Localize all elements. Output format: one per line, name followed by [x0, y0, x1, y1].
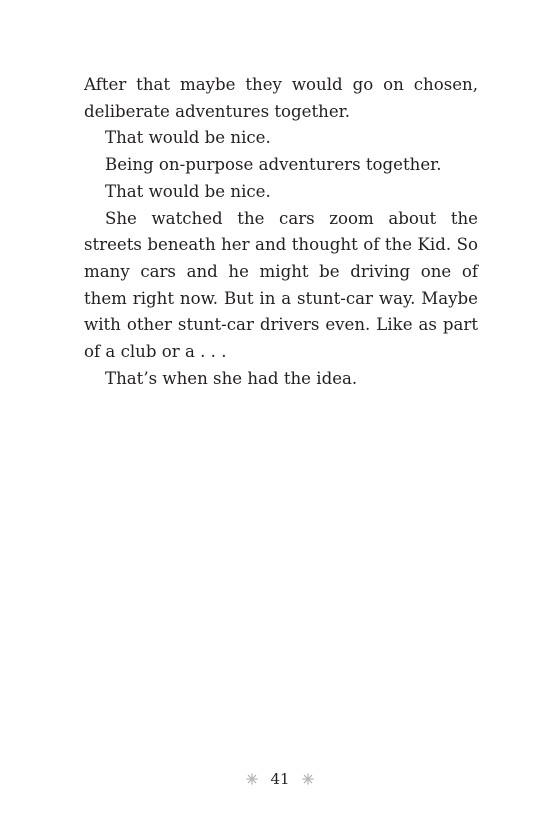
body-text	[84, 72, 478, 392]
paragraph: That would be nice.	[105, 128, 271, 148]
paragraph: Being on-purpose adventurers together.	[105, 155, 442, 175]
page-number: 41	[270, 770, 290, 788]
asterisk-star-icon	[302, 773, 314, 785]
paragraph: She watched the cars zoom about the streets beneath her and thought of the Kid. So many cars and he might be driving one of them right now. But in a stunt-car way. Maybe with other stunt-car drivers even. Like as part of a club or a . . .	[84, 208, 478, 362]
page-footer	[0, 768, 560, 790]
asterisk-star-icon	[246, 773, 258, 785]
paragraph: That’s when she had the idea.	[105, 368, 358, 388]
paragraph: After that maybe they would go on chosen, deliberate adventures together.	[84, 75, 478, 121]
paragraph: That would be nice.	[105, 181, 271, 201]
